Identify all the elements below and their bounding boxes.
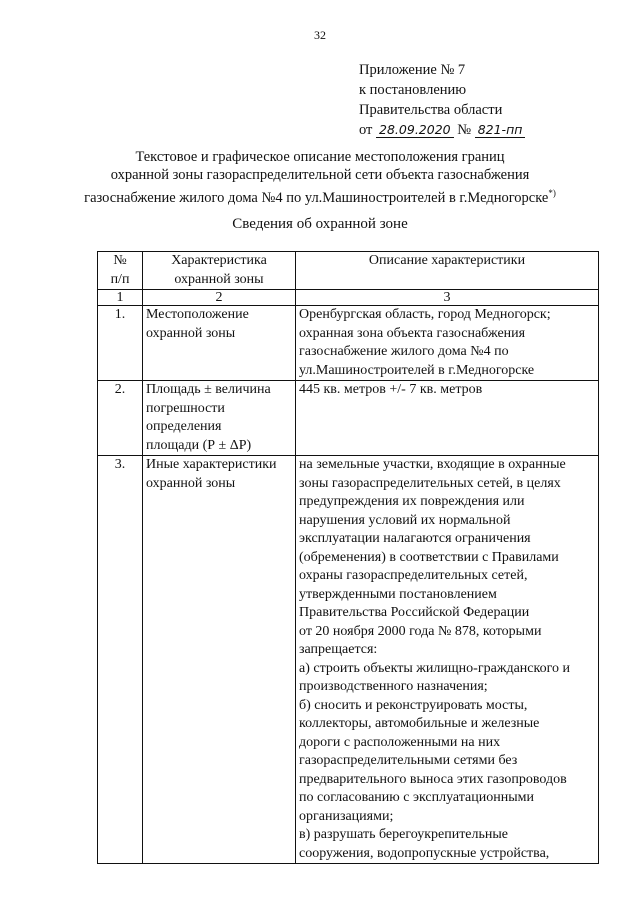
appendix-block: [359, 60, 525, 140]
table-row: [98, 456, 599, 864]
appendix-title: Приложение № 7: [359, 62, 466, 78]
column-number-row: [98, 290, 599, 306]
from-label: от: [359, 122, 373, 138]
title-line: охранной зоны газораспределительной сети объекта газоснабжения: [110, 167, 530, 183]
column-number: 2: [143, 290, 296, 306]
title-line: газоснабжение жилого дома №4 по ул.Машиностроителей в г.Медногорске*): [84, 188, 556, 206]
document-title: [0, 148, 640, 207]
page-number: 32: [314, 28, 326, 42]
appendix-date-line: [359, 120, 525, 140]
row-description: 445 кв. метров +/- 7 кв. метров: [296, 381, 599, 456]
title-line: Текстовое и графическое описание местоположения границ: [135, 149, 505, 165]
appendix-government-label: Правительства области: [359, 102, 503, 118]
row-number: 1.: [98, 306, 143, 381]
row-characteristic: Иные характеристики охранной зоны: [143, 456, 296, 864]
handwritten-number: 821-пп: [475, 123, 526, 138]
footnote-mark: *): [548, 188, 556, 198]
section-subtitle: Сведения об охранной зоне: [232, 216, 408, 232]
header-cell-description: Описание характеристики: [296, 252, 599, 290]
header-cell-number: № п/п: [98, 252, 143, 290]
column-number: 3: [296, 290, 599, 306]
column-number: 1: [98, 290, 143, 306]
row-description: на земельные участки, входящие в охранные зоны газораспределительных сетей, в целях предупреждения их повреждения или нарушения условий их нормальной эксплуатации налагаются ограничения (обременения) в соответствии с Правилами охраны газораспределительных сетей, утвержденными постановлением Правительства Российской Федерации от 20 ноября 2000 года № 878, которыми запрещается: а) строить объекты жилищно-гражданского и производственного назначения; б) сносить и реконструировать мосты, коллекторы, автомобильные и железные дороги с расположенными на них газораспределительными сетями без предварительного выноса этих газопроводов по согласованию с эксплуатационными организациями; в) разрушать берегоукрепительные сооружения, водопропускные устройства,: [296, 456, 599, 864]
table-row: [98, 381, 599, 456]
header-cell-characteristic: Характеристика охранной зоны: [143, 252, 296, 290]
handwritten-date: 28.09.2020: [376, 123, 454, 138]
row-number: 2.: [98, 381, 143, 456]
row-characteristic: Местоположение охранной зоны: [143, 306, 296, 381]
number-label: №: [457, 122, 472, 138]
appendix-resolution-label: к постановлению: [359, 82, 467, 98]
row-description: Оренбургская область, город Медногорск; охранная зона объекта газоснабжения газоснабжение жилого дома №4 по ул.Машиностроителей в г.Медногорске: [296, 306, 599, 381]
row-characteristic: Площадь ± величина погрешности определения площади (Р ± ΔР): [143, 381, 296, 456]
table-header-row: [98, 252, 599, 290]
table-row: [98, 306, 599, 381]
row-number: 3.: [98, 456, 143, 864]
protection-zone-table: [97, 251, 599, 864]
